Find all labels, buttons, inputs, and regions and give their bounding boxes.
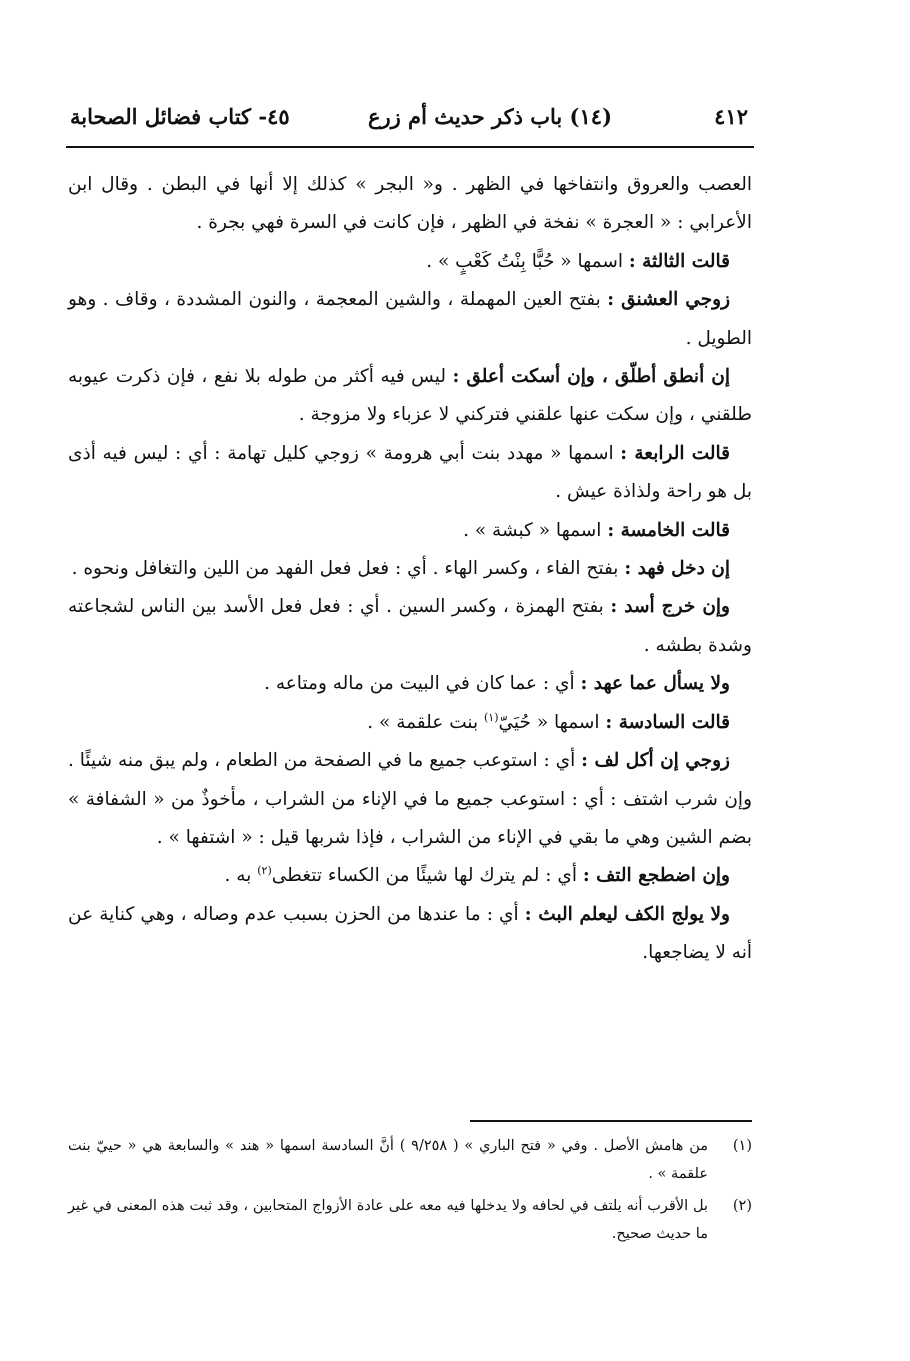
- book-title: ٤٥- كتاب فضائل الصحابة: [70, 104, 290, 129]
- paragraph-text: اسمها « حُيَيّ: [498, 711, 606, 733]
- paragraph-text: ليس فيه أكثر من طوله بلا نفع ، فإن ذكرت عيوبه طلقني ، وإن سكت عنها علقني فتركني لا عزباء ولا مزوجة .: [68, 366, 752, 426]
- footnote-text: بل الأقرب أنه يلتف في لحافه ولا يدخلها فيه معه على عادة الأزواج المتحابين ، وقد ثبت هذه المعنى في غير ما حديث صحيح.: [68, 1198, 708, 1242]
- footnote-number: (٢): [732, 1198, 752, 1214]
- term-heading: زوجي إن أكل لف :: [581, 750, 730, 772]
- paragraph-text: أي : استوعب جميع ما في الصفحة من الطعام ، ولم يبق منه شيئًا . وإن شرب اشتف : أي : استوعب جميع ما في الإناء من الشراب ، مأخوذٌ من « الشفافة » بضم الشين وهي ما بقي في الإناء من الشراب ، فإذا شربها قيل : « اشتفها » .: [68, 750, 752, 848]
- paragraph-10: [68, 704, 752, 742]
- term-heading: ولا يسأل عما عهد :: [580, 673, 730, 695]
- footnote-ref-2[interactable]: (٢): [257, 864, 272, 878]
- paragraph-text: بفتح الهمزة ، وكسر السين . أي : فعل فعل الأسد بين الناس لشجاعته وشدة بطشه .: [68, 596, 752, 656]
- paragraph-13: [68, 896, 752, 973]
- paragraph-text: به .: [224, 865, 258, 887]
- term-heading: قالت الرابعة :: [620, 442, 730, 464]
- paragraph-text: اسمها « كبشة » .: [463, 519, 608, 541]
- footnote-1: [68, 1132, 752, 1188]
- term-heading: إن دخل فهد :: [624, 558, 730, 580]
- term-heading: ولا يولج الكف ليعلم البث :: [524, 903, 730, 925]
- term-heading: وإن خرج أسد :: [610, 596, 730, 618]
- footnote-text: من هامش الأصل . وفي « فتح الباري » ( ٩/٢٥٨ ) أنَّ السادسة اسمها « هند » والسابعة هي « حييّ بنت علقمة » .: [68, 1138, 708, 1182]
- page-number: ٤١٢: [714, 104, 748, 129]
- footnote-divider: [470, 1120, 752, 1122]
- header-divider: [66, 146, 754, 148]
- paragraph-text: أي : لم يترك لها شيئًا من الكساء تتغطى: [271, 865, 583, 887]
- paragraph-9: [68, 665, 752, 703]
- paragraph-1: [68, 166, 752, 243]
- term-heading: إن أنطق أطلّق ، وإن أسكت أعلق :: [452, 366, 730, 388]
- main-text: [68, 166, 752, 973]
- paragraph-4: [68, 358, 752, 435]
- chapter-title: (١٤) باب ذكر حديث أم زرع: [367, 104, 612, 129]
- paragraph-5: [68, 435, 752, 512]
- paragraph-2: [68, 243, 752, 281]
- footnote-ref-1[interactable]: (١): [484, 710, 499, 724]
- paragraph-11: [68, 742, 752, 857]
- paragraph-text: اسمها « مهدد بنت أبي هرومة » زوجي كليل تهامة : أي : ليس فيه أذى بل هو راحة ولذاذة عيش .: [68, 442, 752, 503]
- term-heading: قالت الثالثة :: [628, 250, 730, 272]
- paragraph-text: أي : عما كان في البيت من ماله ومتاعه .: [264, 673, 581, 695]
- running-header: [66, 104, 752, 144]
- paragraph-12: [68, 857, 752, 895]
- paragraph-text: اسمها « حُبًّا بِنْتُ كَعْبٍ » .: [426, 250, 629, 272]
- paragraph-7: [68, 550, 752, 588]
- footnote-number: (١): [732, 1138, 752, 1154]
- paragraph-6: [68, 512, 752, 550]
- paragraph-text: العصب والعروق وانتفاخها في الظهر . و« البجر » كذلك إلا أنها في البطن . وقال ابن الأعرابي : « العجرة » نفخة في الظهر ، فإن كانت في السرة فهي بجرة .: [68, 174, 752, 234]
- footnote-2: [68, 1192, 752, 1248]
- term-heading: قالت السادسة :: [605, 711, 730, 733]
- paragraph-text: بفتح العين المهملة ، والشين المعجمة ، والنون المشددة ، وقاف . وهو الطويل .: [68, 289, 752, 349]
- term-heading: زوجي العشنق :: [607, 289, 730, 311]
- paragraph-text: بنت علقمة » .: [367, 711, 484, 733]
- paragraph-text: أي : ما عندها من الحزن بسبب عدم وصاله ، وهي كناية عن أنه لا يضاجعها.: [68, 903, 752, 964]
- paragraph-8: [68, 588, 752, 665]
- term-heading: وإن اضطجع التف :: [582, 865, 730, 887]
- paragraph-3: [68, 281, 752, 358]
- paragraph-text: بفتح الفاء ، وكسر الهاء . أي : فعل فعل الفهد من اللين والتغافل ونحوه .: [71, 558, 625, 580]
- footnotes: [68, 1132, 752, 1252]
- term-heading: قالت الخامسة :: [607, 519, 730, 541]
